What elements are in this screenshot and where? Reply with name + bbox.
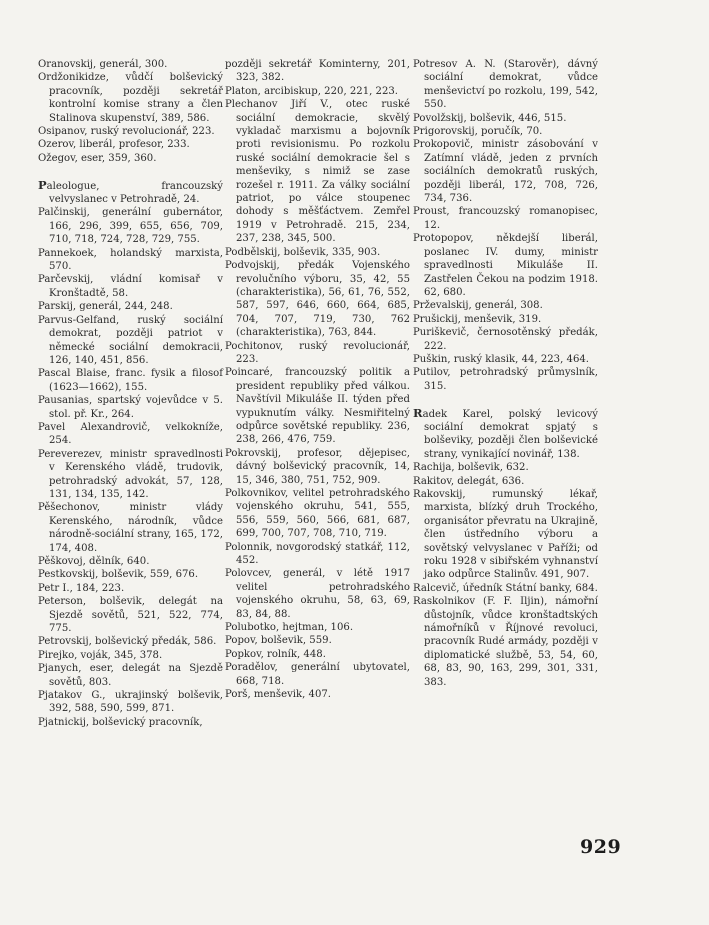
index-entry: Polovcev, generál, v létě 1917 velitel petrohradského vojenského okruhu, 58, 63, 69, 83, 84, 88. (225, 568, 410, 620)
index-entry: Parvus-Gelfand, ruský sociální demokrat, později patriot v německé sociální demokracii, 126, 140, 451, 856. (38, 314, 223, 366)
index-entry: Puriškevič, černosotěnský předák, 222. (413, 327, 598, 352)
index-entry: Pokrovskij, profesor, dějepisec, dávný bolševický pracovník, 14, 15, 346, 380, 751, 752, 909. (225, 447, 410, 486)
index-entry: Petr I., 184, 223. (38, 582, 125, 594)
index-entry: Pirejko, voják, 345, 378. (38, 649, 163, 661)
index-entry: Rakitov, delegát, 636. (413, 475, 525, 487)
index-entry: Rachija, bolševik, 632. (413, 462, 529, 474)
index-entry: Oranovskij, generál, 300. (38, 59, 168, 70)
index-entry: Petrovskij, bolševický předák, 586. (38, 636, 217, 648)
index-entry: Potresov A. N. (Starověr), dávný sociální demokrat, vůdce menševictví po rozkolu, 199, 542, 550. (413, 59, 598, 111)
index-entry: Prževalskij, generál, 308. (413, 300, 543, 312)
index-entry: Podbělskij, bolševik, 335, 903. (225, 246, 381, 258)
index-entry: později sekretář Kominterny, 201, 323, 382. (225, 59, 410, 84)
index-entry: Podvojskij, předák Vojenského revolučního výboru, 35, 42, 55 (charakteristika), 56, 61, 76, 552, 587, 597, 646, 660, 664, 685, 704, 707, 719, 730, 762 (charakteristika), 763, 844. (225, 260, 410, 339)
index-entry: Pěškovoj, dělník, 640. (38, 556, 150, 568)
index-entry: Pjatnickij, bolševický pracovník, (38, 716, 203, 728)
index-entry: Pjatakov G., ukrajinský bolševik, 392, 588, 590, 599, 871. (38, 690, 223, 715)
index-entry: Putilov, petrohradský průmyslník, 315. (413, 367, 598, 392)
index-entry: Povolžskij, bolševik, 446, 515. (413, 112, 567, 124)
index-entry: Ozerov, liberál, profesor, 233. (38, 139, 190, 151)
index-entry: Platon, arcibiskup, 220, 221, 223. (225, 85, 399, 97)
index-entry: Ordžonikidze, vůdčí bolševický pracovník, později sekretář kontrolní komise strany a člen Stalinova skupenství, 389, 586. (38, 72, 223, 124)
index-entry (38, 179, 223, 207)
index-entry: Protopopov, někdejší liberál, poslanec IV. dumy, ministr spravedlnosti Mikuláše II. Zastřelen Čekou na podzim 1918. 62, 680. (413, 233, 598, 298)
index-entry: Prušickij, menševik, 319. (413, 313, 542, 325)
index-entry: Prigorovskij, poručík, 70. (413, 126, 543, 138)
index-entry: Porš, menševik, 407. (225, 689, 332, 701)
index-entry: Proust, francouzský romanopisec, 12. (413, 206, 598, 231)
index-entry: Pavel Alexandrovič, velkokníže, 254. (38, 421, 223, 447)
index-entry: Polonnik, novgorodský statkář, 112, 452. (225, 541, 410, 567)
index-entry: Pjanych, eser, delegát na Sjezdě sovětů, 803. (38, 663, 223, 688)
index-entry: Pereverezev, ministr spravedlnosti v Kerenského vládě, trudovik, petrohradský advokát, 57, 128, 131, 134, 135, 142. (38, 448, 223, 500)
index-column-1 (38, 58, 223, 729)
index-entry: Popov, bolševik, 559. (225, 635, 332, 647)
page-number: 929 (580, 836, 622, 858)
index-entry: Pěšechonov, ministr vlády Kerenského, národník, vůdce národně-sociální strany, 165, 172, 174, 408. (38, 502, 223, 554)
index-column-2 (225, 58, 410, 702)
entry-text: aleologue, francouzský velvyslanec v Petrohradě, 24. (46, 180, 223, 206)
index-entry: Prokopovič, ministr zásobování v Zatímní vládě, jeden z prvních sociálních demokratů ruských, později liberál, 172, 708, 726, 734, 736. (413, 139, 598, 205)
index-entry: Rakovskij, rumunský lékař, marxista, blízký druh Trockého, organisátor převratu na Ukrajině, člen ústředního výboru a sovětský velvyslanec v Paříži; od roku 1928 v sibiřském vyhnanství jako odpůrce Stalinův. 491, 907. (413, 488, 598, 581)
index-entry: Osipanov, ruský revolucionář, 223. (38, 126, 215, 138)
index-entry (413, 407, 598, 462)
entry-initial: R (413, 405, 423, 420)
index-entry: Pausanias, spartský vojevůdce v 5. stol. př. Kr., 264. (38, 395, 223, 420)
index-entry: Polkovnikov, velitel petrohradského vojenského okruhu, 541, 555, 556, 559, 560, 566, 681, 687, 699, 700, 707, 708, 710, 719. (225, 488, 410, 540)
index-column-3 (413, 58, 598, 689)
index-entry: Ralcevič, úředník Státní banky, 684. (413, 582, 598, 594)
index-entry: Parskij, generál, 244, 248. (38, 301, 173, 313)
index-entry: Palčinskij, generální gubernátor, 166, 296, 399, 655, 656, 709, 710, 718, 724, 728, 729, 755. (38, 207, 223, 246)
index-entry: Peterson, bolševik, delegát na Sjezdě sovětů, 521, 522, 774, 775. (38, 596, 223, 635)
index-entry: Poincaré, francouzský politik a president republiky před válkou. Navštívil Mikuláše II. týden před vypuknutím války. Nesmiřitelný odpůrce sovětské republiky. 236, 238, 266, 476, 759. (225, 367, 410, 446)
entry-initial: P (38, 177, 47, 192)
entry-text: adek Karel, polský levicový sociální demokrat spjatý s bolševiky, později člen bolševické strany, vynikající novinář, 138. (422, 408, 598, 460)
index-entry: Raskolnikov (F. F. Iljin), námořní důstojník, vůdce kronštadtských námořníků v Říjnové revoluci, pracovník Rudé armády, později v diplomatické službě, 53, 54, 60, 68, 83, 90, 163, 299, 301, 331, 383. (413, 596, 598, 688)
index-entry: Pochitonov, ruský revolucionář, 223. (225, 340, 410, 365)
index-entry: Plechanov Jiří V., otec ruské sociální demokracie, skvělý vykladač marxismu a bojovník proti revisionismu. Po rozkolu ruské sociální demokracie šel s menševiky, s nimiž se zase rozešel r. 1911. Za války sociální patriot, po válce stoupenec dohody s měšťáctvem. Zemřel 1919 v Petrohradě. 215, 234, 237, 238, 345, 500. (225, 99, 410, 245)
index-entry: Ožegov, eser, 359, 360. (38, 152, 157, 164)
index-entry: Pestkovskij, bolševik, 559, 676. (38, 569, 199, 581)
index-entry: Popkov, rolník, 448. (225, 648, 326, 660)
index-entry: Polubotko, hejtman, 106. (225, 622, 354, 634)
index-entry: Parčevskij, vládní komisař v Kronštadtě, 58. (38, 274, 223, 299)
index-entry: Poradělov, generální ubytovatel, 668, 718. (225, 662, 410, 687)
index-entry: Pannekoek, holandský marxista, 570. (38, 247, 223, 273)
index-entry: Pascal Blaise, franc. fysik a filosof (1623—1662), 155. (38, 368, 223, 393)
index-entry: Puškin, ruský klasik, 44, 223, 464. (413, 353, 589, 365)
